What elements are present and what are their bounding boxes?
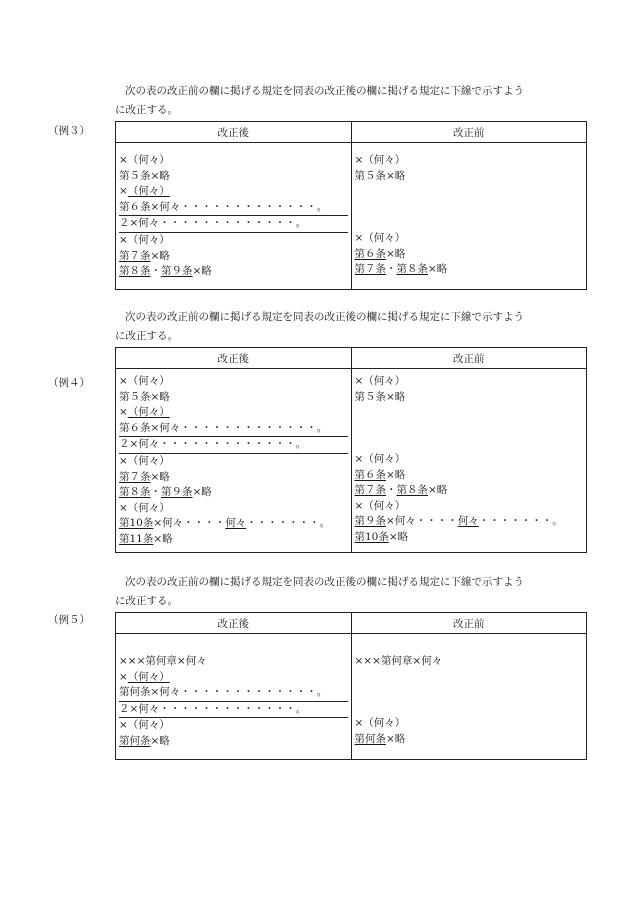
after-cell (116, 369, 352, 553)
underlined-text: 第７条 (119, 470, 151, 483)
underlined-text: 第11条 (119, 532, 154, 545)
after-cell (116, 143, 352, 290)
provision-text: ×略 (428, 263, 448, 276)
provision-line (355, 483, 584, 499)
provision-line (355, 421, 584, 437)
underlined-text: ２×何々・・・・・・・・・・・・・。 (119, 217, 307, 230)
provision-line (119, 421, 348, 438)
underlined-text: 第何条×何々・・・・・・・・・・・・・。 (119, 686, 328, 699)
underlined-text: 第６条×何々・・・・・・・・・・・・・。 (119, 421, 328, 434)
before-cell (351, 369, 587, 553)
header-before: 改正前 (351, 348, 587, 369)
provision-line (355, 499, 584, 515)
header-after: 改正後 (116, 122, 352, 143)
intro-line-1: 次の表の改正前の欄に掲げる規定を同表の改正後の欄に掲げる規定に下線で示すよう (125, 311, 524, 323)
intro-paragraph-2 (115, 308, 590, 346)
provision-text: ×何々・・・・ (153, 517, 226, 530)
provision-text: 第５条×略 (354, 169, 406, 182)
provision-line (355, 436, 584, 452)
provision-text: ×略 (386, 732, 406, 745)
underlined-text: 第何条 (354, 732, 386, 745)
provision-line (355, 374, 584, 390)
provision-line (355, 262, 584, 278)
provision-line (355, 685, 584, 701)
provision-line (355, 184, 584, 200)
underlined-text: 第７条 (354, 263, 386, 276)
underlined-text: （何々） (127, 185, 170, 198)
provision-text: × (119, 670, 128, 683)
provision-line (119, 685, 348, 702)
provision-line (119, 169, 348, 185)
provision-line (119, 390, 348, 406)
underlined-text: 第６条 (354, 247, 386, 260)
comparison-table-3 (115, 121, 587, 290)
provision-line (119, 532, 348, 548)
comparison-table-5 (115, 612, 587, 760)
underlined-text: ２×何々・・・・・・・・・・・・・。 (119, 438, 307, 451)
header-after: 改正後 (116, 613, 352, 634)
provision-text: 第５条×略 (354, 390, 406, 403)
intro-paragraph-3 (115, 573, 590, 611)
provision-line (119, 233, 348, 249)
provision-text: ・ (386, 263, 397, 276)
header-after: 改正後 (116, 348, 352, 369)
provision-text: ×（何々） (354, 717, 406, 730)
intro-paragraph-1 (115, 82, 590, 120)
provision-line (119, 485, 348, 501)
provision-text: ×略 (150, 734, 170, 747)
provision-text: ×××第何章×何々 (119, 655, 207, 667)
underlined-text: 第９条 (354, 515, 386, 528)
provision-line (355, 405, 584, 421)
provision-text: ×（何々） (354, 231, 406, 244)
intro-line-2: に改正する。 (115, 330, 178, 342)
provision-text: ×（何々） (119, 454, 170, 467)
provision-line (119, 374, 348, 390)
after-cell (116, 634, 352, 760)
provision-text: 第５条×略 (119, 390, 170, 403)
provision-line (119, 405, 348, 421)
underlined-text: （何々） (127, 406, 170, 419)
provision-line (119, 153, 348, 169)
provision-text: ×略 (386, 247, 406, 260)
underlined-text: 第８条 (119, 486, 151, 499)
underlined-text: 第10条 (354, 530, 389, 543)
provision-text: ×（何々） (119, 233, 170, 246)
provision-line (119, 501, 348, 517)
provision-line (119, 264, 348, 280)
provision-line (355, 231, 584, 247)
underlined-text: 第９条 (161, 265, 193, 278)
provision-line (355, 530, 584, 546)
provision-text: ×（何々） (354, 375, 406, 387)
intro-line-2: に改正する。 (115, 104, 178, 116)
underlined-text: 第８条 (119, 265, 151, 278)
example-label-5: （例５） (48, 614, 90, 626)
underlined-text: 第何条 (119, 734, 151, 747)
provision-line (355, 247, 584, 263)
underlined-text: 第10条 (119, 517, 154, 530)
provision-line (119, 470, 348, 486)
provision-line (355, 390, 584, 406)
provision-line (119, 516, 348, 532)
provision-line (355, 716, 584, 732)
underlined-text: 第７条 (354, 484, 386, 497)
provision-text: ×略 (192, 486, 212, 499)
provision-text: ×略 (150, 470, 170, 483)
provision-text: ×（何々） (119, 375, 170, 387)
provision-line (119, 670, 348, 686)
provision-text: ×（何々） (354, 499, 406, 512)
provision-text: ×（何々） (354, 452, 406, 465)
provision-text: 第５条×略 (119, 169, 170, 182)
provision-line (355, 169, 584, 185)
provision-text: ×略 (428, 484, 448, 497)
provision-text: ×略 (150, 249, 170, 262)
provision-text: ・ (150, 486, 161, 499)
provision-line (119, 734, 348, 750)
underlined-text: 第７条 (119, 249, 151, 262)
underlined-text: 第９条 (161, 486, 193, 499)
provision-text: ×（何々） (119, 501, 170, 514)
provision-line (119, 216, 348, 233)
underlined-text: 第８条 (396, 263, 428, 276)
example-label-4: （例４） (48, 377, 90, 389)
provision-line (355, 468, 584, 484)
provision-text: ・ (150, 265, 161, 278)
underlined-text: 第６条 (354, 468, 386, 481)
underlined-text: 何々 (457, 515, 479, 528)
provision-line (119, 200, 348, 217)
provision-text: ×何々・・・・ (386, 515, 458, 528)
provision-line (119, 718, 348, 734)
underlined-text: （何々） (127, 670, 170, 683)
provision-text: ・ (386, 484, 397, 497)
provision-line (119, 654, 348, 670)
provision-line (119, 184, 348, 200)
provision-line (119, 249, 348, 265)
provision-line (355, 200, 584, 216)
comparison-table-4 (115, 347, 587, 553)
provision-text: ×略 (153, 532, 173, 545)
provision-line (355, 654, 584, 670)
underlined-text: 第８条 (396, 484, 428, 497)
provision-line (355, 732, 584, 748)
header-before: 改正前 (351, 122, 587, 143)
provision-text: ×（何々） (119, 154, 170, 166)
provision-text: ×（何々） (119, 719, 170, 732)
provision-line (355, 153, 584, 169)
provision-line (355, 215, 584, 231)
header-before: 改正前 (351, 613, 587, 634)
intro-line-1: 次の表の改正前の欄に掲げる規定を同表の改正後の欄に掲げる規定に下線で示すよう (125, 85, 524, 97)
before-cell (351, 634, 587, 760)
provision-text: ×略 (386, 468, 406, 481)
provision-text: ×××第何章×何々 (354, 655, 443, 667)
provision-line (355, 452, 584, 468)
intro-line-2: に改正する。 (115, 595, 178, 607)
provision-line (119, 437, 348, 454)
provision-text: × (119, 185, 128, 198)
underlined-text: 何々 (225, 517, 247, 530)
underlined-text: ２×何々・・・・・・・・・・・・・。 (119, 702, 307, 715)
provision-text: × (119, 406, 128, 419)
provision-text: ×略 (192, 265, 212, 278)
provision-line (119, 702, 348, 719)
provision-text: ×略 (388, 530, 409, 543)
before-cell (351, 143, 587, 290)
example-label-3: （例３） (48, 125, 90, 137)
provision-line (355, 670, 584, 686)
provision-line (355, 514, 584, 530)
provision-line (355, 701, 584, 717)
provision-text: ・・・・・・・。 (246, 517, 331, 530)
provision-line (119, 454, 348, 470)
intro-line-1: 次の表の改正前の欄に掲げる規定を同表の改正後の欄に掲げる規定に下線で示すよう (125, 576, 524, 588)
underlined-text: 第６条×何々・・・・・・・・・・・・・。 (119, 200, 328, 213)
provision-text: ×（何々） (354, 154, 406, 166)
provision-text: ・・・・・・・。 (478, 515, 563, 528)
